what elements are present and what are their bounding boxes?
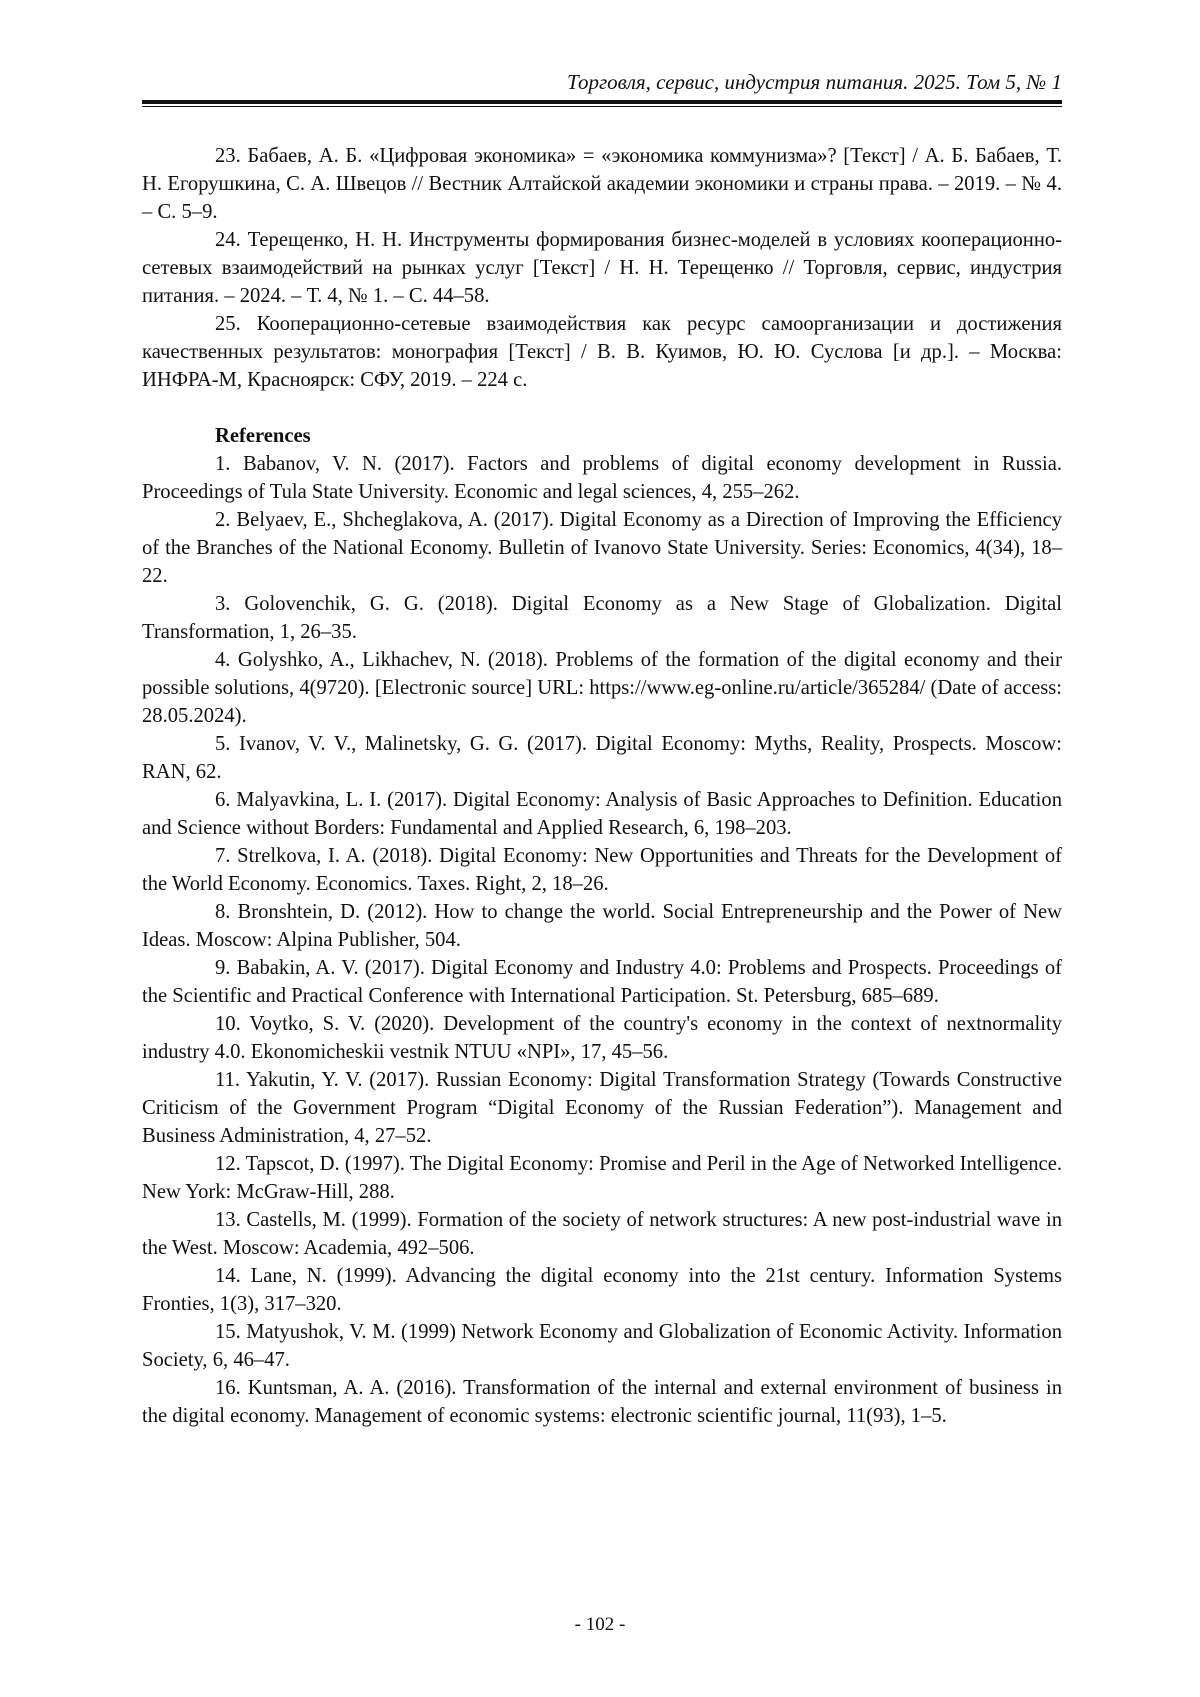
reference-item: 10. Voytko, S. V. (2020). Development of the country's economy in the context of nextnormality industry 4.0. Ekonomicheskii vestnik NTUU «NPI», 17, 45–56. bbox=[142, 1010, 1062, 1066]
reference-item: 7. Strelkova, I. A. (2018). Digital Economy: New Opportunities and Threats for the Development of the World Economy. Economics. Taxes. Right, 2, 18–26. bbox=[142, 842, 1062, 898]
reference-item: 4. Golyshko, A., Likhachev, N. (2018). Problems of the formation of the digital economy and their possible solutions, 4(9720). [Electronic source] URL: https://www.eg-online.ru/article/365284/ (Date of access: 28.05.2024). bbox=[142, 646, 1062, 730]
reference-item: 16. Kuntsman, A. A. (2016). Transformation of the internal and external environment of business in the digital economy. Management of economic systems: electronic scientific journal, 11(93), 1–5. bbox=[142, 1374, 1062, 1430]
reference-item: 24. Терещенко, Н. Н. Инструменты формирования бизнес-моделей в условиях кооперационно-сетевых взаимодействий на рынках услуг [Текст] / Н. Н. Терещенко // Торговля, сервис, индустрия питания. – 2024. – Т. 4, № 1. – С. 44–58. bbox=[142, 226, 1062, 310]
reference-item: 6. Malyavkina, L. I. (2017). Digital Economy: Analysis of Basic Approaches to Definition. Education and Science without Borders: Fundamental and Applied Research, 6, 198–203. bbox=[142, 786, 1062, 842]
russian-reference-list bbox=[142, 142, 1062, 394]
reference-item: 14. Lane, N. (1999). Advancing the digital economy into the 21st century. Information Systems Fronties, 1(3), 317–320. bbox=[142, 1262, 1062, 1318]
reference-item: 12. Tapscot, D. (1997). The Digital Economy: Promise and Peril in the Age of Networked Intelligence. New York: McGraw-Hill, 288. bbox=[142, 1150, 1062, 1206]
reference-item: 13. Castells, M. (1999). Formation of the society of network structures: A new post-industrial wave in the West. Moscow: Academia, 492–506. bbox=[142, 1206, 1062, 1262]
page-number: - 102 - bbox=[0, 1614, 1200, 1636]
reference-item: 9. Babakin, A. V. (2017). Digital Economy and Industry 4.0: Problems and Prospects. Proceedings of the Scientific and Practical Conference with International Participation. St. Petersburg, 685–689. bbox=[142, 954, 1062, 1010]
reference-item: 1. Babanov, V. N. (2017). Factors and problems of digital economy development in Russia. Proceedings of Tula State University. Economic and legal sciences, 4, 255–262. bbox=[142, 450, 1062, 506]
references-list bbox=[142, 450, 1062, 1430]
reference-item: 3. Golovenchik, G. G. (2018). Digital Economy as a New Stage of Globalization. Digital Transformation, 1, 26–35. bbox=[142, 590, 1062, 646]
reference-item: 15. Matyushok, V. M. (1999) Network Economy and Globalization of Economic Activity. Information Society, 6, 46–47. bbox=[142, 1318, 1062, 1374]
reference-item: 25. Кооперационно-сетевые взаимодействия как ресурс самоорганизации и достижения качественных результатов: монография [Текст] / В. В. Куимов, Ю. Ю. Суслова [и др.]. – Москва: ИНФРА-М, Красноярск: СФУ, 2019. – 224 с. bbox=[142, 310, 1062, 394]
reference-item: 5. Ivanov, V. V., Malinetsky, G. G. (2017). Digital Economy: Myths, Reality, Prospects. Moscow: RAN, 62. bbox=[142, 730, 1062, 786]
references-heading: References bbox=[142, 422, 1062, 450]
page-body bbox=[142, 142, 1062, 1430]
reference-item: 11. Yakutin, Y. V. (2017). Russian Economy: Digital Transformation Strategy (Towards Constructive Criticism of the Government Program “Digital Economy of the Russian Federation”). Management and Business Administration, 4, 27–52. bbox=[142, 1066, 1062, 1150]
reference-item: 2. Belyaev, E., Shcheglakova, A. (2017). Digital Economy as a Direction of Improving the Efficiency of the Branches of the National Economy. Bulletin of Ivanovo State University. Series: Economics, 4(34), 18–22. bbox=[142, 506, 1062, 590]
running-header: Торговля, сервис, индустрия питания. 2025. Том 5, № 1 bbox=[142, 68, 1062, 96]
reference-item: 8. Bronshtein, D. (2012). How to change the world. Social Entrepreneurship and the Power of New Ideas. Moscow: Alpina Publisher, 504. bbox=[142, 898, 1062, 954]
header-divider bbox=[142, 100, 1062, 107]
reference-item: 23. Бабаев, А. Б. «Цифровая экономика» = «экономика коммунизма»? [Текст] / А. Б. Бабаев, Т. Н. Егорушкина, С. А. Швецов // Вестник Алтайской академии экономики и страны права. – 2019. – № 4. – С. 5–9. bbox=[142, 142, 1062, 226]
